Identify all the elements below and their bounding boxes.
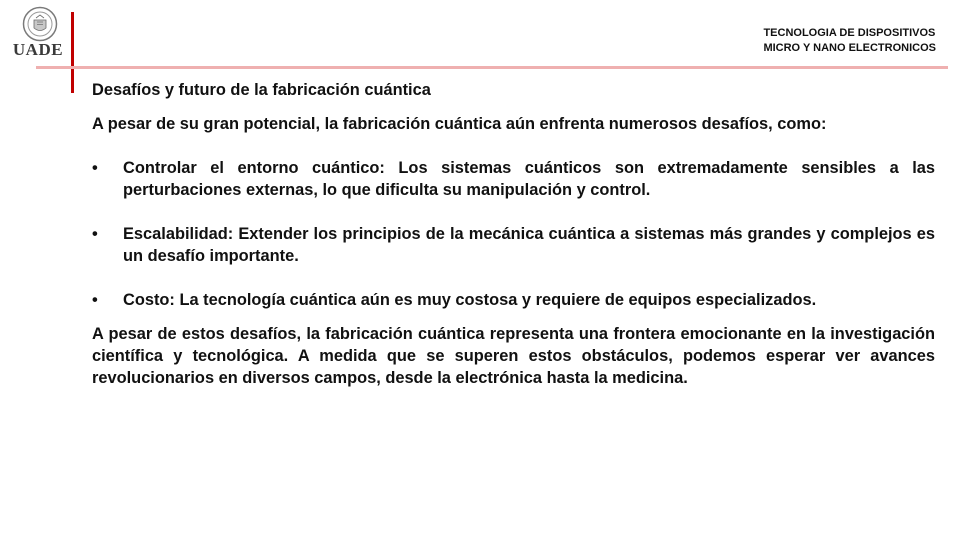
challenges-list	[92, 157, 935, 311]
course-title-line-2: MICRO Y NANO ELECTRONICOS	[763, 42, 936, 54]
header-vertical-accent	[71, 12, 74, 93]
list-item	[92, 157, 935, 201]
list-item	[92, 223, 935, 267]
logo-text: UADE	[12, 40, 64, 59]
intro-paragraph: A pesar de su gran potencial, la fabricación cuántica aún enfrenta numerosos desafíos, como:	[92, 115, 827, 133]
list-item-text: Escalabilidad: Extender los principios de la mecánica cuántica a sistemas más grandes y complejos es un desafío importante.	[123, 225, 935, 265]
university-seal-icon	[22, 6, 58, 42]
bullet-marker: •	[92, 291, 98, 309]
bullet-marker: •	[92, 159, 98, 177]
list-item	[92, 289, 935, 311]
header-divider	[36, 66, 948, 69]
slide-content	[92, 79, 935, 389]
closing-paragraph: A pesar de estos desafíos, la fabricación cuántica representa una frontera emocionante en la investigación científica y tecnológica. A medida que se superen estos obstáculos, podemos esperar ver avances revolucionarios en diversos campos, desde la electrónica hasta la medicina.	[92, 325, 935, 387]
slide-title: Desafíos y futuro de la fabricación cuántica	[92, 81, 431, 99]
list-item-text: Costo: La tecnología cuántica aún es muy costosa y requiere de equipos especializados.	[123, 291, 817, 309]
course-title	[763, 26, 936, 56]
uade-logo	[8, 6, 68, 58]
list-item-text: Controlar el entorno cuántico: Los sistemas cuánticos son extremadamente sensibles a las perturbaciones externas, lo que dificulta su manipulación y control.	[123, 159, 935, 199]
course-title-line-1: TECNOLOGIA DE DISPOSITIVOS	[763, 27, 936, 39]
bullet-marker: •	[92, 225, 98, 243]
